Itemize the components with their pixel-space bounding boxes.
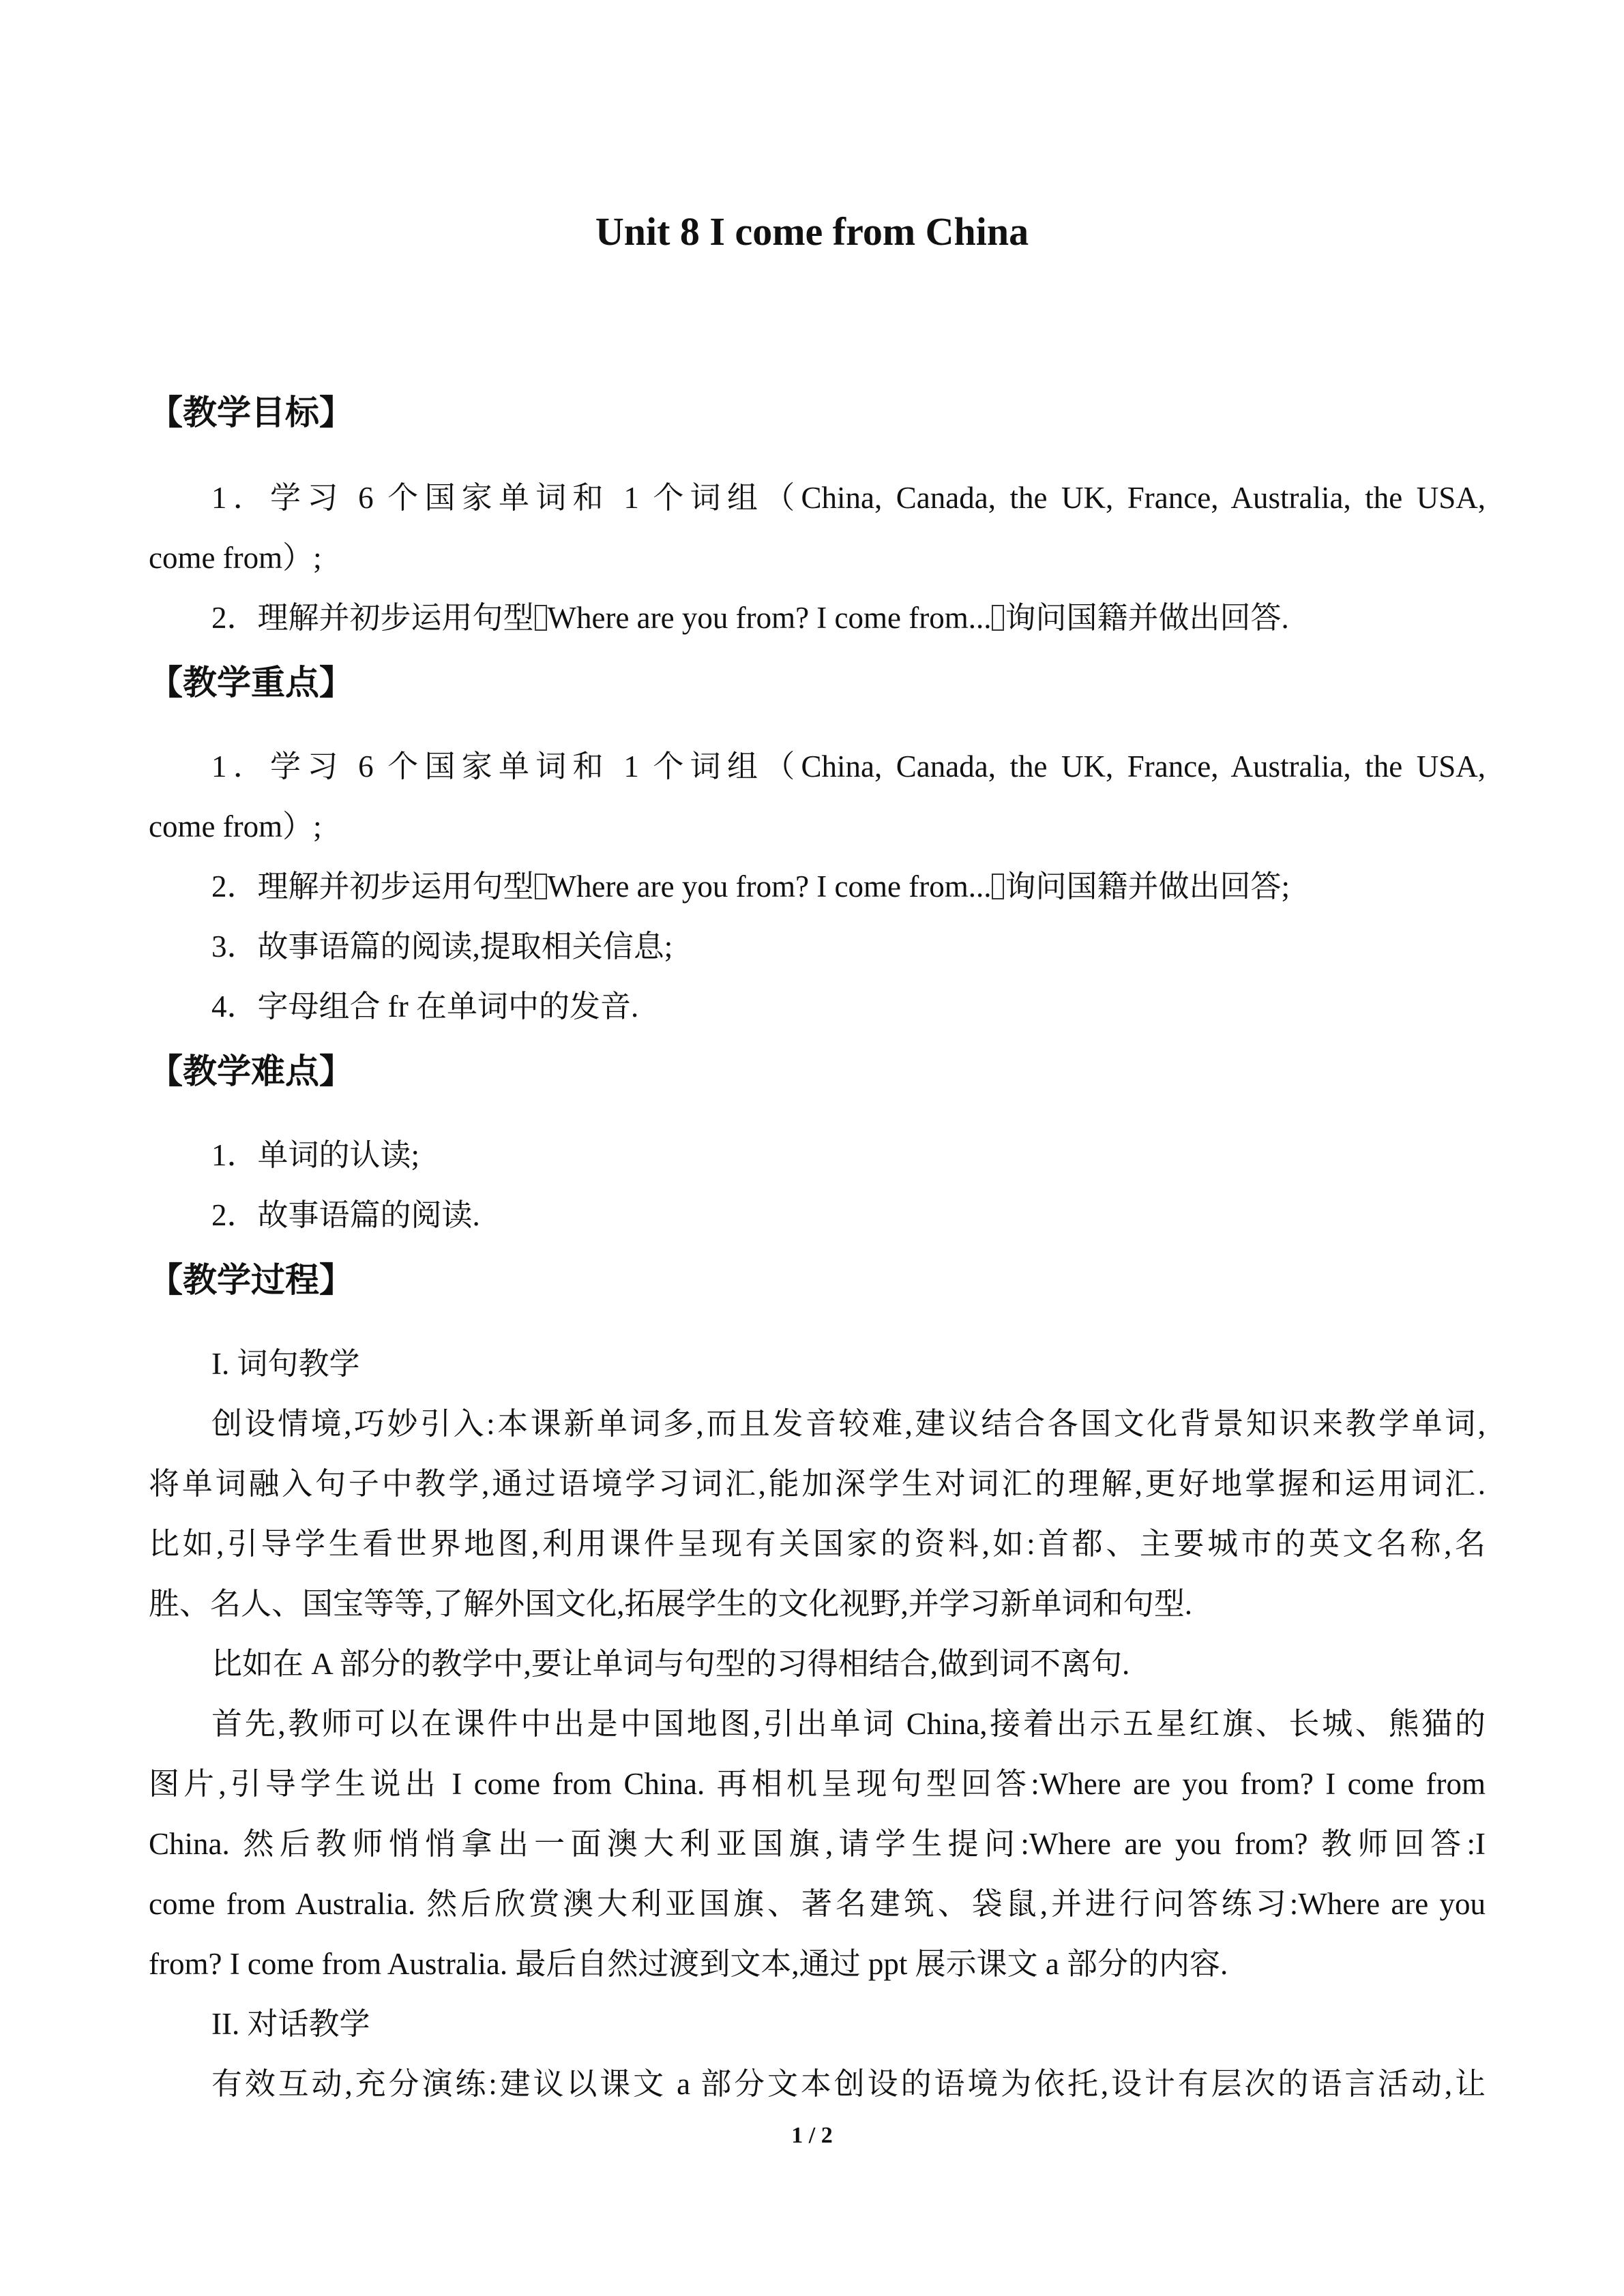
process-subheading-1: I. 词句教学 <box>211 1347 360 1381</box>
key-points-item-2: 2．理解并初步运用句型 Where are you from? I come from... 询问国籍并做出回答; <box>211 869 1290 904</box>
process-subheading-2: II. 对话教学 <box>211 2007 370 2041</box>
process-paragraph-line: 有效互动,充分演练:建议以课文 a 部分文本创设的语境为依托,设计有层次的语言活动,让 <box>211 2067 1486 2101</box>
process-paragraph-line: 胜、名人、国宝等等,了解外国文化,拓展学生的文化视野,并学习新单词和句型. <box>149 1587 1193 1621</box>
process-paragraph-line: 将单词融入句子中教学,通过语境学习词汇,能加深学生对词汇的理解,更好地掌握和运用词汇. <box>149 1467 1486 1501</box>
missing-glyph-box <box>535 874 547 899</box>
goals-item-1: 1．学习 6 个国家单词和 1 个词组（China, Canada, the UK, France, Australia, the USA, <box>211 481 1486 515</box>
section-heading-goals: 【教学目标】 <box>149 393 353 432</box>
key-points-item-1: 1．学习 6 个国家单词和 1 个词组（China, Canada, the UK, France, Australia, the USA, <box>211 749 1486 784</box>
section-heading-difficulties: 【教学难点】 <box>149 1052 353 1091</box>
key-points-item-1-cont: come from）; <box>149 809 322 844</box>
page-title: Unit 8 I come from China <box>595 209 1029 254</box>
process-paragraph-line: 创设情境,巧妙引入:本课新单词多,而且发音较难,建议结合各国文化背景知识来教学单词, <box>211 1407 1486 1441</box>
goals-item-1-cont: come from）; <box>149 541 322 575</box>
missing-glyph-box <box>535 605 547 631</box>
process-paragraph-line: 比如在 A 部分的教学中,要让单词与句型的习得相结合,做到词不离句. <box>211 1647 1130 1681</box>
difficulties-item-1: 1．单词的认读; <box>211 1138 420 1172</box>
process-paragraph-line: 比如,引导学生看世界地图,利用课件呈现有关国家的资料,如:首都、主要城市的英文名称,名 <box>149 1527 1486 1561</box>
goals-item-2: 2．理解并初步运用句型 Where are you from? I come from... 询问国籍并做出回答. <box>211 601 1289 635</box>
page-number: 1 / 2 <box>791 2123 833 2148</box>
process-paragraph-line: 图片,引导学生说出 I come from China. 再相机呈现句型回答:Where are you from? I come from <box>149 1767 1486 1801</box>
process-paragraph-line: from? I come from Australia. 最后自然过渡到文本,通过 ppt 展示课文 a 部分的内容. <box>149 1947 1228 1981</box>
key-points-item-3: 3．故事语篇的阅读,提取相关信息; <box>211 929 673 964</box>
section-heading-process: 【教学过程】 <box>149 1260 353 1300</box>
process-paragraph-line: come from Australia. 然后欣赏澳大利亚国旗、著名建筑、袋鼠,并进行问答练习:Where are you <box>149 1887 1486 1921</box>
difficulties-item-2: 2．故事语篇的阅读. <box>211 1198 480 1232</box>
section-heading-key-points: 【教学重点】 <box>149 663 353 702</box>
missing-glyph-box <box>992 874 1004 899</box>
key-points-item-4: 4．字母组合 fr 在单词中的发音. <box>211 989 639 1024</box>
process-paragraph-line: 首先,教师可以在课件中出是中国地图,引出单词 China,接着出示五星红旗、长城、熊猫的 <box>211 1707 1486 1741</box>
missing-glyph-box <box>992 605 1004 631</box>
process-paragraph-line: China. 然后教师悄悄拿出一面澳大利亚国旗,请学生提问:Where are you from? 教师回答:I <box>149 1827 1486 1861</box>
